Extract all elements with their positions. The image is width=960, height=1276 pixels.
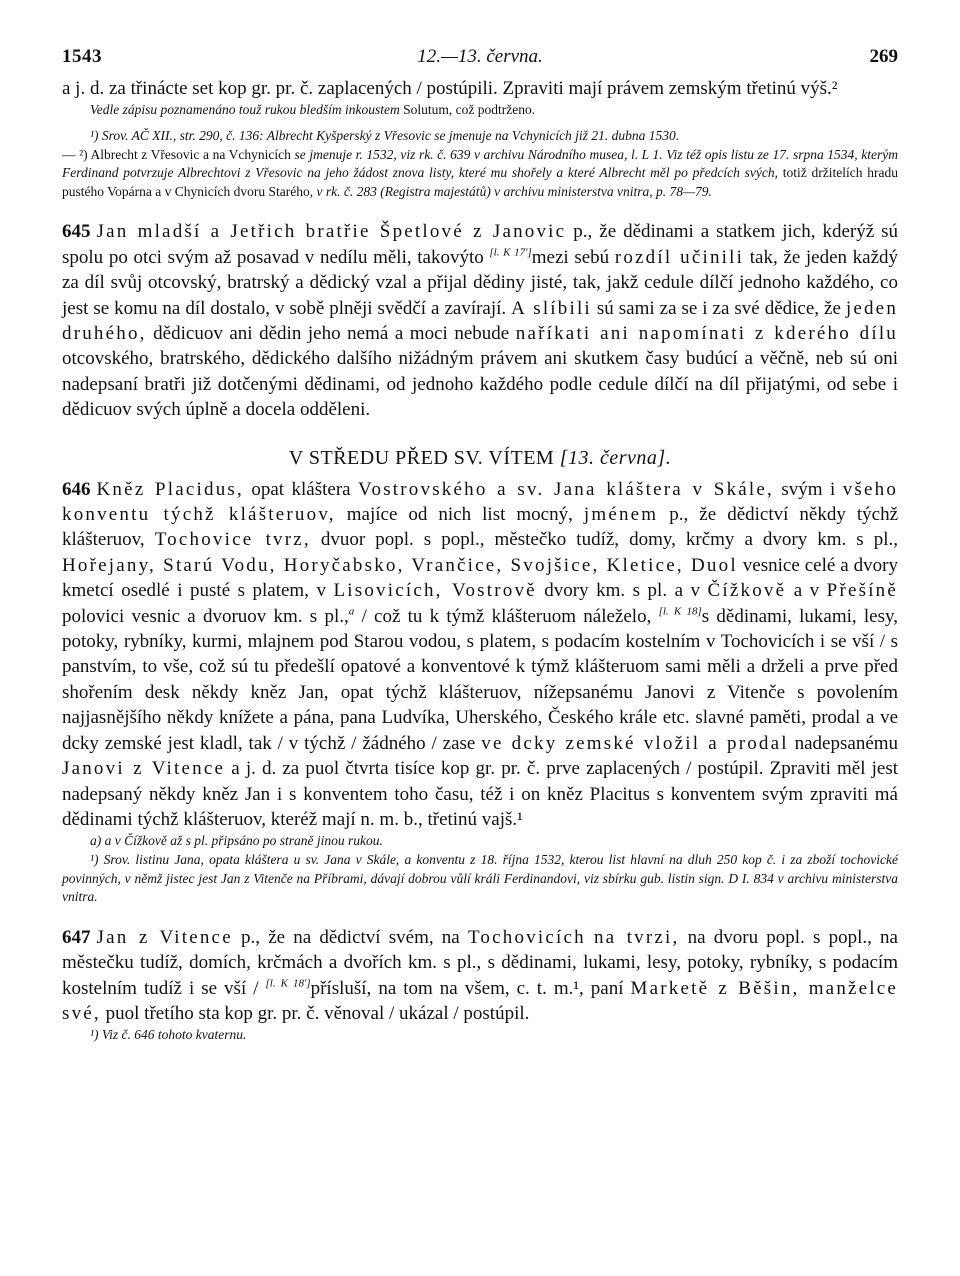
entry-645-spaced: A slíbili [511,297,592,319]
entry-645-number: 645 [62,221,91,243]
entry-645-text: otcovského, bratrského, dědického dalšího nižádným právem ani skutkem časy budúcí a věčně, neb sú oni nadepsaní bratři již dotčenými dědinami, od jednoho každého podle cedule dílčí na díl přijatými, od sebe i dědicuov svých úplně a docela odděleni. [62,348,898,421]
entry-646-spaced: všeho konventu týchž klášteruov, [62,478,899,526]
entry-646-text: a v [793,580,820,602]
entry-646-spaced: Přešíně [826,580,899,602]
footnote-647-1: ¹) Viz č. 646 tohoto kvaternu. [90,1027,247,1043]
folio-marker: [l. K 18'] [265,977,311,990]
entry-646-spaced: Lisovicích, Vostrově [333,580,537,602]
entry-646-spaced: Kněz Placidus, [96,478,244,500]
entry-646-text: / což tu k týmž klášteruom náleželo, [361,605,652,627]
entry-645-names: Jan mladší a Jetřich bratřie Špetlové z Janovic [96,221,567,243]
footnote-2-d: v rk. č. 283 (Registra majestátů) v archivu ministerstva vnitra, p. 78—79. [316,183,712,199]
entry-646-text: vesnice celé a dvory kmetcí osedlé i pusté s platem, v [62,554,898,602]
entry-646-text: p., že dědictví někdy týchž klášteruov, [62,504,898,551]
entry-646-number: 646 [62,478,91,500]
entry-645-text: dědicuov ani dědin jeho nemá a moci nebude [153,323,510,344]
entry-646-spaced: Vostrovského a sv. Jana kláštera v Skále, [358,478,774,500]
entry-647-spaced: Marketě z Běšin, manželce své, [62,977,899,1024]
entry-645-text: sú sami za se i za své dědice, že [596,297,841,319]
entry-647-text: přísluší, na tom na všem, c. t. m.¹, paní [310,977,624,999]
page-header-year: 1543 [62,46,102,67]
entry-645-spaced: jeden druhého, [62,297,899,344]
entry-647-text: p., že na dědictví svém, na [241,926,460,948]
entry-646-text: dvuor popl. s popl., městečko tudíž, domy, krčmy a dvory km. s pl., [320,529,898,551]
entry-646-text: dvory km. s pl. a v [544,580,701,602]
entry-646-spaced: Janovi z Vitence [62,758,226,780]
footnote-2-c: totiž držitelích hradu pustého Vopárna a v Chynicích dvoru Starého, [62,165,898,199]
folio-marker: [l. K 18] [658,605,702,618]
footnote-2-a: — ²) Albrecht z Vřesovic a na Vchynicích [62,146,291,162]
entry-646-spaced: Čížkově [707,580,787,602]
entry-646-text: polovici vesnic a dvoruov km. s pl., [62,605,349,627]
folio-marker: [l. K 17'] [489,246,532,259]
entry-646-text: svým i [781,478,836,500]
note-solutum [62,101,898,120]
entry-646-text: opat kláštera [251,478,351,500]
entry-645-text: tak, že jeden každý za díl svůj otcovský, bratrský a dědický vzal a přijal dědiny jisté, tak, jakž cedule dílčí jednoho každého, co jest se komu na díl dostalo, v sobě plněji svědčí a zavírají. [62,246,899,319]
entry-645-text: mezi sebú [531,246,610,268]
footnote-2 [62,146,898,202]
entry-647-text: na dvoru popl. s popl., na městečku tudíž, domích, krčmách a dvořích km. s pl., s dědinami, lukami, lesy, potoky, rybníky, s podacím kostelním tudíž i se vší / [62,926,898,999]
entry-645-spaced: naříkati ani napomínati z kderého dílu [515,323,899,344]
note-solutum-italic: Vedle zápisu poznamenáno touž rukou bledším inkoustem [90,102,400,118]
entry-646-spaced: Hořejany, Starú Vodu, Horyčabsko, Vrančice, Svojšice, Kletice, Duol [62,554,738,576]
entry-646-text: s dědinami, lukami, lesy, potoky, rybníky, kurmi, mlajnem pod Starou vodou, s platem, s podacím kostelním v Tochovicích i se vší / s panstvím, to vše, což sú tu předešlí opatové a konventové k týmž klášteruom sami měli a drželi a prve před shořením desk někdy kněz Jan, opat týchž klášteruov, nížepsanému Janovi z Vitenče s povolením najjasnějšího někdy knížete a pána, pana Ludvíka, Uherského, Českého krále etc. slavné paměti, prodal a ve dcky zemské jest kladl, tak / v týchž / žádného / zase [62,605,898,754]
note-646-a-text: připsáno po straně jinou rukou. [211,833,383,849]
note-646-a [62,832,898,851]
section-title-date: [13. června]. [559,446,672,469]
note-solutum-plain: Solutum, což podtrženo. [403,102,536,118]
entry-645 [62,219,898,422]
entry-645-text: p., že dědinami a statkem jich, kderýž sú spolu po otci svým až posavad v nedílu měli, takovýto [62,221,899,268]
entry-646 [62,477,898,833]
entry-646-text: majíce od nich list mocný, [346,504,573,526]
section-title-text: V STŘEDU PŘED SV. VÍTEM [288,446,555,469]
page [62,46,898,1045]
entry-646-spaced: ve dcky zemské vložil a prodal [481,732,789,754]
entry-646-spaced: Tochovice tvrz, [154,529,311,551]
continuation-paragraph: a j. d. za třinácte set kop gr. pr. č. zaplacených / postúpili. Zpraviti mají právem zemským třetinú výš.² [62,78,838,99]
entry-647 [62,925,898,1027]
entry-647-number: 647 [62,926,91,948]
entry-647-text: puol třetího sta kop gr. pr. č. věnoval / ukázal / postúpil. [105,1002,530,1024]
page-number: 269 [869,46,898,67]
entry-647-spaced: Jan z Vitence [96,926,233,948]
note-646-a-text: a) a v Čížkově až s pl. [90,833,209,849]
section-title [62,447,898,470]
footnote-1: ¹) Srov. AČ XII., str. 290, č. 136: Albrecht Kyšperský z Vřesovic se jmenuje na Vchynicích již 21. dubna 1530. [90,128,680,143]
note-marker-a: a [348,605,355,618]
entry-647-spaced: Tochovicích [467,926,586,948]
entry-646-text: nadepsanému [794,732,899,754]
page-header [62,46,898,76]
entry-647-spaced: na tvrzi, [593,926,680,948]
entry-646-text: a j. d. za puol čtvrta tisíce kop gr. pr. č. prve zaplacených / postúpil. Zpraviti měl jest nadepsaný někdy kněz Jan i s konventem toho času, též i on kněz Placitus s konventem svým zpraviti má dědinami týchž klášteruov, kteréž mají n. m. b., třetinú vajš.¹ [62,758,898,830]
entry-646-spaced: jménem [583,504,659,526]
footnote-646-1: ¹) Srov. listinu Jana, opata kláštera u sv. Jana v Skále, a konventu z 18. října 1532, kterou list hlavní na dluh 250 kop č. i za zboží tochovické povinných, v němž jistec jest Jan z Vitenče na Příbrami, dávají dobrou vůlí králi Ferdinandovi, viz sbírku gub. listin sign. D I. 834 v archivu ministerstva vnitra. [62,851,898,905]
entry-645-spaced: rozdíl učinili [614,246,745,268]
footnote-2-b: se jmenuje r. 1532, viz rk. č. 639 v archivu Národního musea, l. L 1. Viz též opis listu ze 17. srpna 1534, kterým Ferdinand potvrzuje Albrechtovi z Vřesovic na jeho žádost znova listy, které mu shořely a které Albrecht měl po předcích svých, [62,146,898,181]
page-header-date: 12.—13. června. [417,46,543,67]
